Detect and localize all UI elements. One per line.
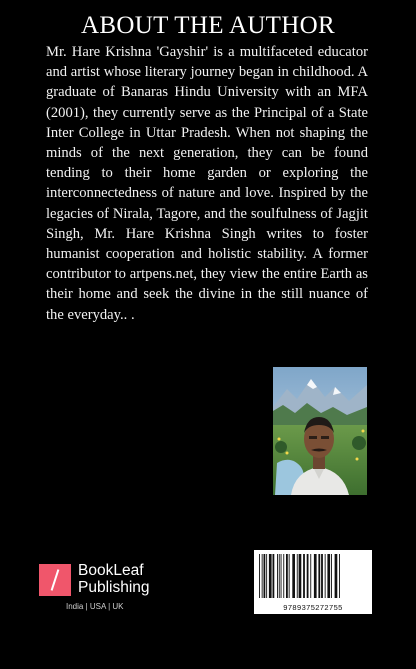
- barcode-bar: [289, 554, 290, 598]
- barcode-bar: [262, 554, 263, 598]
- publisher-name-line1: BookLeaf: [78, 562, 144, 579]
- barcode-bar: [279, 554, 280, 598]
- page-title: ABOUT THE AUTHOR: [81, 12, 335, 39]
- barcode-bar: [339, 554, 340, 598]
- barcode-bar: [269, 554, 272, 598]
- publisher-name: [78, 562, 150, 596]
- barcode-bar: [325, 554, 326, 598]
- barcode-bar: [286, 554, 288, 598]
- publisher-logo: [39, 564, 179, 616]
- barcode-bar: [273, 554, 275, 598]
- barcode-bar: [297, 554, 298, 598]
- barcode-bar: [314, 554, 317, 598]
- barcode-bar: [266, 554, 267, 598]
- barcode-bar: [303, 554, 305, 598]
- barcode-bar: [331, 554, 332, 598]
- publisher-name-line2: Publishing: [78, 579, 150, 596]
- barcode-bar: [318, 554, 320, 598]
- barcode-bar: [281, 554, 282, 598]
- barcode-bar: [307, 554, 309, 598]
- barcode-bar: [310, 554, 311, 598]
- barcode-bars: [258, 554, 368, 598]
- barcode-bar: [321, 554, 323, 598]
- author-bio: Mr. Hare Krishna 'Gayshir' is a multifaceted educator and artist whose literary journey began in childhood. A graduate of Banaras Hindu University with an MFA (2001), they currently serve as the Principal of a State Inter College in Uttar Pradesh. When not shaping the minds of the next generation, they can be found tending to their home garden or exploring the interconnectedness of nature and love. Inspired by the legacies of Nirala, Tagore, and the soulfulness of Jagjit Singh, Mr. Hare Krishna Singh writes to foster humanist cooperation and holistic stability. A former contributor to artpens.net, they view the entire Earth as their home and seek the divine in the still nuance of the everyday.. .: [46, 44, 368, 323]
- barcode-bar: [292, 554, 295, 598]
- author-photo: [273, 367, 367, 495]
- publisher-regions: India | USA | UK: [66, 602, 124, 611]
- isbn-barcode: [254, 550, 372, 614]
- barcode-bar: [299, 554, 302, 598]
- bookleaf-logo-icon: [39, 564, 71, 596]
- barcode-bar: [277, 554, 278, 598]
- barcode-bar: [259, 554, 260, 598]
- barcode-bar: [335, 554, 338, 598]
- barcode-bar: [264, 554, 266, 598]
- isbn-number: 9789375272755: [283, 603, 343, 612]
- barcode-bar: [327, 554, 330, 598]
- barcode-bar: [283, 554, 284, 598]
